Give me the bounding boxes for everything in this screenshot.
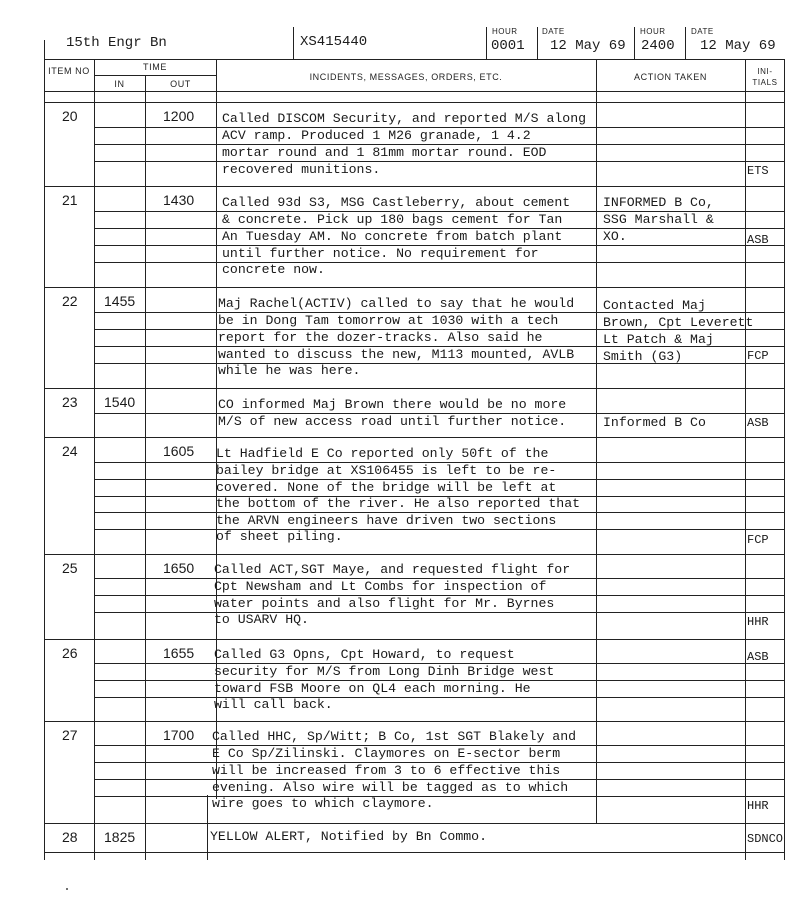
entry-separator xyxy=(44,102,785,103)
time-out: 1430 xyxy=(163,192,195,208)
time-in: 1540 xyxy=(104,394,136,410)
time-incidents-divider-lower xyxy=(207,795,208,860)
action-text-line: SSG Marshall & xyxy=(603,212,714,227)
entry-separator xyxy=(44,437,785,438)
action-text-line: Brown, Cpt Leverett xyxy=(603,315,754,330)
incident-text-line: Called DISCOM Security, and reported M/S along xyxy=(222,111,587,126)
hour-label-to: HOUR xyxy=(640,27,666,36)
location-grid: XS415440 xyxy=(300,34,368,50)
initials: SDNCO xyxy=(747,832,784,846)
to-hour: 2400 xyxy=(641,38,675,54)
item-number: 22 xyxy=(62,293,78,309)
incident-text-line: An Tuesday AM. No concrete from batch plant xyxy=(222,229,563,244)
entry-separator xyxy=(44,287,785,288)
incident-text-line: Maj Rachel(ACTIV) called to say that he would xyxy=(218,296,575,311)
action-text-line: INFORMED B Co, xyxy=(603,195,714,210)
text-line-rule xyxy=(94,796,785,797)
incident-text-line: & concrete. Pick up 180 bags cement for Tan xyxy=(222,212,563,227)
header-divider xyxy=(486,27,487,59)
action-text-line: Lt Patch & Maj xyxy=(603,332,714,347)
time-out: 1650 xyxy=(163,560,195,576)
incident-text-line: of sheet piling. xyxy=(216,529,343,544)
incidents-header: INCIDENTS, MESSAGES, ORDERS, ETC. xyxy=(309,72,503,82)
entry-separator xyxy=(44,823,785,824)
incident-text-line: Called 93d S3, MSG Castleberry, about cement xyxy=(222,195,571,210)
text-line-rule xyxy=(94,612,785,613)
stray-mark xyxy=(66,888,68,890)
time-in: 1455 xyxy=(104,293,136,309)
time-in: 1825 xyxy=(104,829,136,845)
text-line-rule xyxy=(94,262,785,263)
text-line-rule xyxy=(94,697,785,698)
incident-text-line: covered. None of the bridge will be left at xyxy=(216,480,557,495)
incident-text-line: recovered munitions. xyxy=(222,162,381,177)
incident-text-line: bailey bridge at XS106455 is left to be re- xyxy=(216,463,557,478)
item-number: 28 xyxy=(62,829,78,845)
time-out-header: OUT xyxy=(170,79,191,89)
date-label-to: DATE xyxy=(691,27,714,36)
incidents-action-divider xyxy=(596,59,597,824)
text-line-rule xyxy=(94,161,785,162)
incident-text-line: until further notice. No requirement for xyxy=(222,246,539,261)
unit-name: 15th Engr Bn xyxy=(66,35,167,51)
incident-text-line: Called ACT,SGT Maye, and requested flight for xyxy=(214,562,571,577)
time-out: 1605 xyxy=(163,443,195,459)
incident-text-line: M/S of new access road until further notice. xyxy=(218,414,567,429)
incident-text-line: toward FSB Moore on QL4 each morning. He xyxy=(214,681,531,696)
entry-separator xyxy=(44,721,785,722)
time-out: 1200 xyxy=(163,108,195,124)
initials: ETS xyxy=(747,164,769,178)
incident-text-line: water points and also flight for Mr. Byrnes xyxy=(214,596,555,611)
entry-separator xyxy=(44,554,785,555)
column-header-rule xyxy=(44,91,785,92)
action-text-line: Informed B Co xyxy=(603,415,706,430)
item-number: 24 xyxy=(62,443,78,459)
incident-text-line: evening. Also wire will be tagged as to which xyxy=(212,780,569,795)
time-in-header: IN xyxy=(114,79,125,89)
time-out: 1655 xyxy=(163,645,195,661)
item-number: 21 xyxy=(62,192,78,208)
incident-text-line: the ARVN engineers have driven two sections xyxy=(216,513,557,528)
initials: HHR xyxy=(747,799,769,813)
initials: ASB xyxy=(747,650,769,664)
incident-text-line: Cpt Newsham and Lt Combs for inspection of xyxy=(214,579,547,594)
item-number: 23 xyxy=(62,394,78,410)
incident-text-line: mortar round and 1 81mm mortar round. EOD xyxy=(222,145,547,160)
incident-text-line: Called G3 Opns, Cpt Howard, to request xyxy=(214,647,515,662)
incident-text-line: security for M/S from Long Dinh Bridge west xyxy=(214,664,555,679)
action-taken-header: ACTION TAKEN xyxy=(634,72,707,82)
time-out: 1700 xyxy=(163,727,195,743)
header-divider xyxy=(537,27,538,59)
header-divider xyxy=(293,27,294,59)
incident-text-line: Called HHC, Sp/Witt; B Co, 1st SGT Blakely and xyxy=(212,729,577,744)
from-hour: 0001 xyxy=(491,38,525,54)
date-label-from: DATE xyxy=(542,27,565,36)
incident-text-line: wire goes to which claymore. xyxy=(212,796,434,811)
header-divider xyxy=(634,27,635,59)
entry-separator xyxy=(44,388,785,389)
time-subheader-rule xyxy=(94,75,216,76)
incident-text-line: will call back. xyxy=(214,697,333,712)
action-text-line: XO. xyxy=(603,229,627,244)
incident-text-line: to USARV HQ. xyxy=(214,612,309,627)
initials: FCP xyxy=(747,349,769,363)
right-border xyxy=(784,59,785,860)
incident-text-line: YELLOW ALERT, Notified by Bn Commo. xyxy=(210,829,487,844)
time-header: TIME xyxy=(143,62,167,72)
header-divider xyxy=(685,27,686,59)
incident-text-line: will be increased from 3 to 6 effective this xyxy=(212,763,561,778)
hour-label-from: HOUR xyxy=(492,27,518,36)
item-number: 20 xyxy=(62,108,78,124)
item-number: 26 xyxy=(62,645,78,661)
entry-separator xyxy=(44,186,785,187)
incident-text-line: wanted to discuss the new, M113 mounted, AVLB xyxy=(218,347,575,362)
to-date: 12 May 69 xyxy=(700,38,776,54)
incident-text-line: concrete now. xyxy=(222,262,325,277)
incident-text-line: CO informed Maj Brown there would be no more xyxy=(218,397,567,412)
action-text-line: Contacted Maj xyxy=(603,298,706,313)
item-time-divider xyxy=(94,59,95,860)
item-no-header: ITEM NO xyxy=(48,66,90,76)
item-number: 27 xyxy=(62,727,78,743)
action-initials-divider xyxy=(745,59,746,860)
incident-text-line: Lt Hadfield E Co reported only 50ft of the xyxy=(216,446,549,461)
left-border xyxy=(44,40,45,860)
incident-text-line: ACV ramp. Produced 1 M26 granade, 1 4.2 xyxy=(222,128,531,143)
initials: ASB xyxy=(747,416,769,430)
text-line-rule xyxy=(94,529,785,530)
table-top-rule xyxy=(44,59,785,60)
initials: ASB xyxy=(747,233,769,247)
table-bottom-rule xyxy=(44,852,785,853)
incident-text-line: E Co Sp/Zilinski. Claymores on E-sector berm xyxy=(212,746,561,761)
incident-text-line: the bottom of the river. He also reported that xyxy=(216,496,581,511)
action-text-line: Smith (G3) xyxy=(603,349,683,364)
entry-separator xyxy=(44,639,785,640)
item-number: 25 xyxy=(62,560,78,576)
initials: HHR xyxy=(747,615,769,629)
in-out-divider xyxy=(145,75,146,860)
incident-text-line: be in Dong Tam tomorrow at 1030 with a tech xyxy=(218,313,559,328)
from-date: 12 May 69 xyxy=(550,38,626,54)
initials-header: INI- TIALS xyxy=(752,67,778,87)
initials: FCP xyxy=(747,533,769,547)
incident-text-line: report for the dozer-tracks. Also said he xyxy=(218,330,543,345)
incident-text-line: while he was here. xyxy=(218,363,361,378)
